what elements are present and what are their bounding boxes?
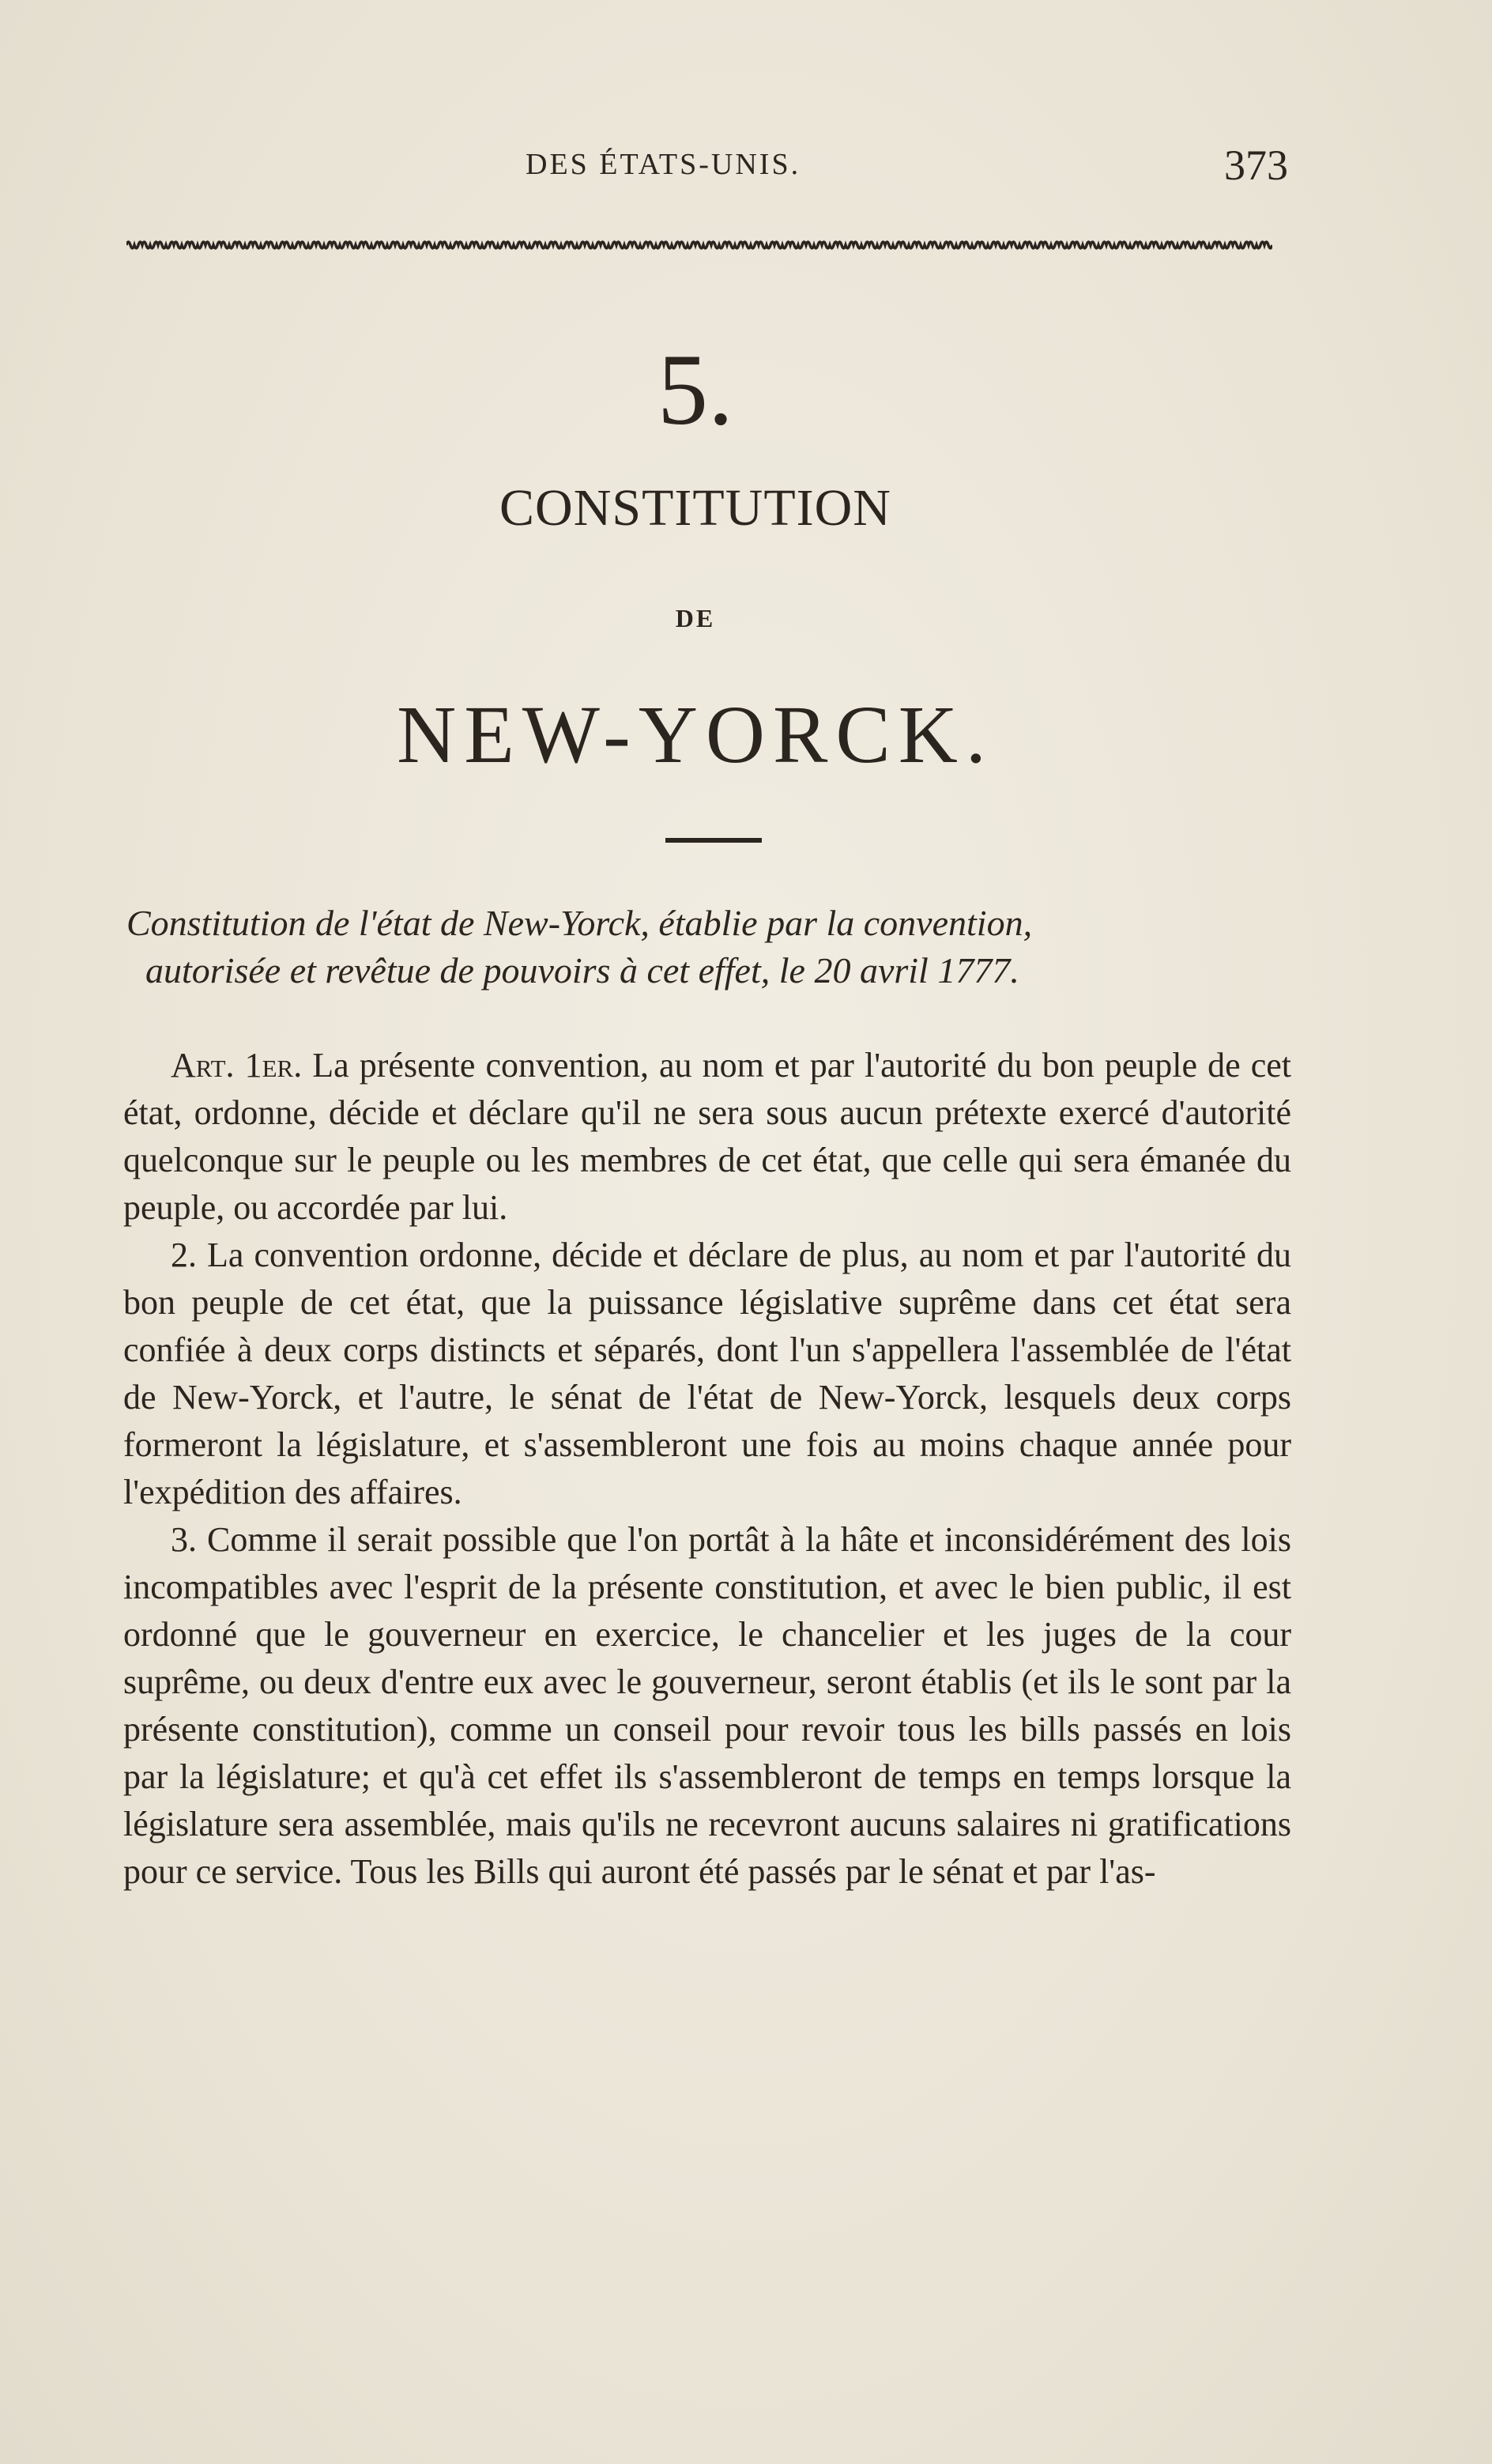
page-number: 373 bbox=[1224, 142, 1288, 189]
title-constitution: CONSTITUTION bbox=[499, 479, 891, 537]
title-de: DE bbox=[675, 604, 716, 632]
separator-rule bbox=[665, 838, 762, 843]
article-3 bbox=[123, 1516, 1291, 1896]
article-label: 2. bbox=[171, 1236, 197, 1274]
chapter-number: 5. bbox=[657, 334, 733, 446]
title-new-yorck: NEW-YORCK. bbox=[397, 689, 994, 780]
article-label: Art. 1er. bbox=[171, 1046, 303, 1085]
subtitle-line-2: autorisée et revêtue de pouvoirs à cet effet, le 20 avril 1777. bbox=[145, 950, 1019, 991]
page-header bbox=[126, 141, 1288, 196]
article-1 bbox=[123, 1042, 1291, 1232]
article-text: La convention ordonne, décide et déclare de plus, au nom et par l'autorité du bon peuple de cet état, que la puissance législative suprême dans cet état sera confiée à deux corps distincts et séparés, dont l'un s'appellera l'assemblée de l'état de New-Yorck, et l'autre, le sénat de l'état de New-Yorck, lesquels deux corps formeront la législature, et s'assembleront une fois au moins chaque année pour l'expédition des affaires. bbox=[123, 1236, 1292, 1511]
subtitle-line-1: Constitution de l'état de New-Yorck, établie par la convention, bbox=[126, 903, 1033, 943]
article-text: Comme il serait possible que l'on portât à la hâte et inconsidérément des lois incompatibles avec l'esprit de la présente constitution, et avec le bien public, il est ordonné que le gouverneur en exercice, le chancelier et les juges de la cour suprême, ou deux d'entre eux avec le gouverneur, seront établis (et ils le sont par la présente constitution), comme un conseil pour revoir tous les bills passés en lois par la législature; et qu'à cet effet ils s'assembleront de temps en temps lorsque la législature sera assemblée, mais qu'ils ne recevront aucuns salaires ni gratifications pour ce service. Tous les Bills qui auront été passés par le sénat et par l'as- bbox=[123, 1520, 1292, 1891]
article-body bbox=[123, 1042, 1291, 1896]
decorative-wavy-rule bbox=[126, 229, 1272, 261]
constitution-subtitle bbox=[126, 900, 1296, 994]
article-2 bbox=[123, 1232, 1291, 1516]
running-head: DES ÉTATS-UNIS. bbox=[526, 148, 801, 181]
article-text: La présente convention, au nom et par l'autorité du bon peuple de cet état, ordonne, décide et déclare qu'il ne sera sous aucun prétexte exercé d'autorité quelconque sur le peuple ou les membres de cet état, que celle qui sera émanée du peuple, ou accordée par lui. bbox=[123, 1046, 1292, 1227]
article-label: 3. bbox=[171, 1520, 197, 1559]
